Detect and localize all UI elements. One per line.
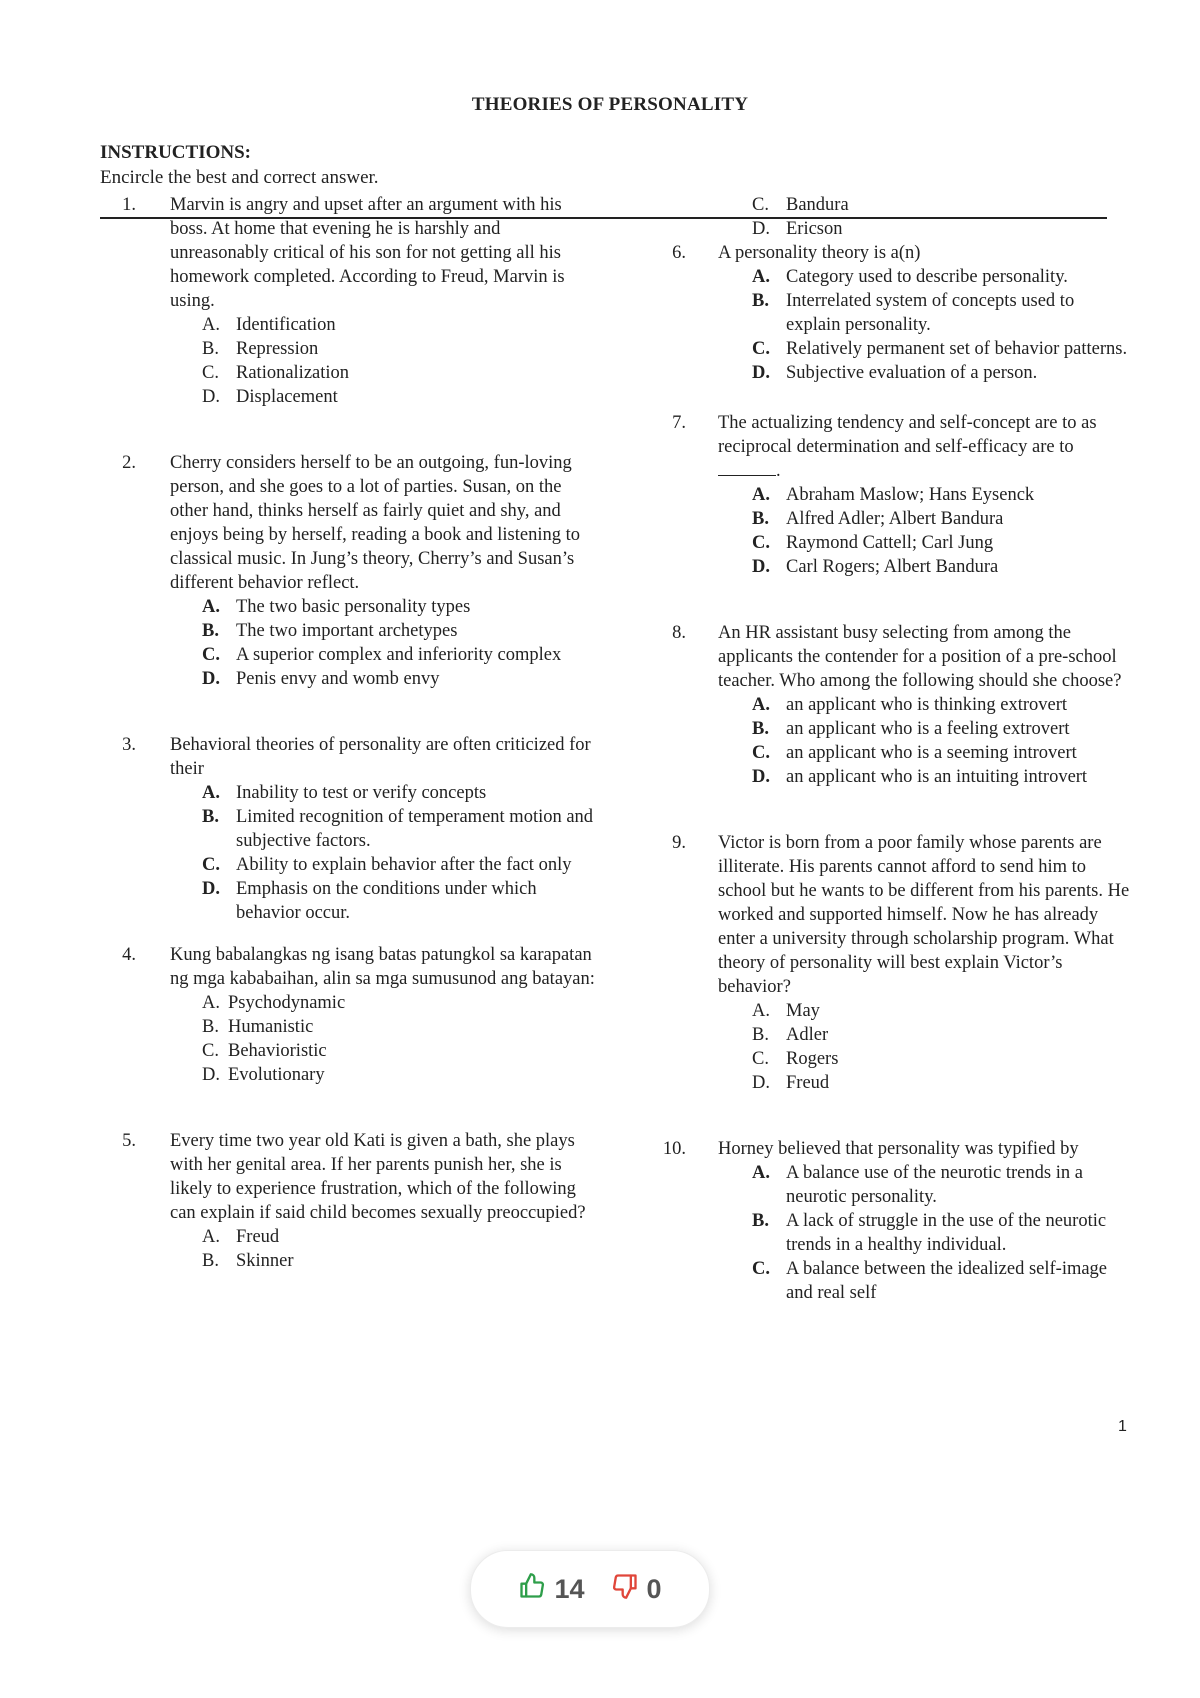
option-letter: B. [202, 807, 219, 827]
downvote-button[interactable] [611, 1572, 662, 1607]
question-text: Victor is born from a poor family whose parents are illiterate. His parents cannot afford to send him to school but he wants to be different from his parents. He worked and supported himself. Now he has already enter a university through scholarship program. What theory of personality will best explain Victor’s behavior? [718, 833, 1130, 997]
option-letter: A. [752, 267, 770, 287]
option-a[interactable] [202, 595, 600, 619]
option-letter: A. [202, 783, 220, 803]
option-text: Category used to describe personality. [786, 267, 1068, 287]
question-number: 3. [122, 735, 136, 755]
option-text: Displacement [236, 387, 338, 407]
option-letter: C. [202, 855, 220, 875]
option-text: A balance use of the neurotic trends in a neurotic personality. [786, 1163, 1083, 1207]
question-text-part: The actualizing tendency and self-concept are to as reciprocal determination and self-efficacy are to [718, 413, 1097, 457]
option-d[interactable] [202, 1063, 600, 1087]
downvote-count: 0 [646, 1573, 662, 1604]
option-a[interactable] [752, 693, 1130, 717]
option-b[interactable] [202, 1249, 600, 1273]
option-text: an applicant who is thinking extrovert [786, 695, 1068, 715]
question-number: 4. [122, 945, 136, 965]
option-letter: B. [202, 1017, 219, 1037]
option-letter: D. [202, 387, 220, 407]
option-a[interactable] [202, 313, 600, 337]
option-letter: D. [752, 219, 770, 239]
question-number: 5. [122, 1131, 136, 1151]
options-list [202, 991, 600, 1087]
option-letter: D. [202, 1065, 220, 1085]
option-text: May [786, 1001, 820, 1021]
question-number: 10. [662, 1139, 686, 1159]
option-letter: B. [202, 1251, 219, 1271]
option-letter: B. [202, 339, 219, 359]
option-b[interactable] [752, 507, 1130, 531]
option-a[interactable] [752, 999, 1130, 1023]
question-2 [100, 451, 600, 691]
option-c[interactable] [752, 741, 1130, 765]
option-letter: B. [202, 621, 219, 641]
option-b[interactable] [752, 717, 1130, 741]
options-list [202, 595, 600, 691]
option-b[interactable] [202, 805, 600, 853]
vote-widget [470, 1550, 710, 1628]
page-title: THEORIES OF PERSONALITY [471, 94, 749, 115]
option-b[interactable] [202, 619, 600, 643]
option-letter: A. [202, 315, 220, 335]
option-text: Repression [236, 339, 319, 359]
option-d[interactable] [202, 877, 600, 925]
question-number: 1. [122, 195, 136, 215]
option-text: The two important archetypes [236, 621, 458, 641]
question-3 [100, 733, 600, 925]
option-c[interactable] [202, 361, 600, 385]
option-letter: C. [202, 645, 220, 665]
right-column [650, 193, 1130, 1305]
option-d[interactable] [202, 385, 600, 409]
option-text: Subjective evaluation of a person. [786, 363, 1038, 383]
option-letter: C. [202, 1041, 219, 1061]
option-b[interactable] [202, 1015, 600, 1039]
option-letter: C. [752, 195, 769, 215]
option-text: Limited recognition of temperament motion and subjective factors. [236, 807, 594, 851]
option-text: Behavioristic [228, 1041, 327, 1061]
question-text: A personality theory is a(n) [718, 243, 921, 263]
option-text: Penis envy and womb envy [236, 669, 440, 689]
question-8 [650, 621, 1130, 789]
option-text: Alfred Adler; Albert Bandura [786, 509, 1004, 529]
options-list [752, 265, 1130, 385]
options-list [202, 1225, 600, 1273]
option-letter: C. [202, 363, 219, 383]
option-text: an applicant who is an intuiting introvert [786, 767, 1088, 787]
question-text: An HR assistant busy selecting from among the applicants the contender for a position of a pre-school teacher. Who among the following should she choose? [718, 623, 1122, 691]
option-text: Rogers [786, 1049, 839, 1069]
option-letter: A. [752, 485, 770, 505]
question-number: 8. [672, 623, 686, 643]
option-c[interactable] [752, 337, 1130, 361]
question-number: 9. [672, 833, 686, 853]
option-b[interactable] [752, 1023, 1130, 1047]
option-text: Carl Rogers; Albert Bandura [786, 557, 999, 577]
option-a[interactable] [752, 483, 1130, 507]
question-number: 6. [672, 243, 686, 263]
options-list [202, 313, 600, 409]
question-5 [100, 1129, 600, 1273]
option-text: Relatively permanent set of behavior patterns. [786, 339, 1128, 359]
option-text: Humanistic [228, 1017, 314, 1037]
options-list [202, 781, 600, 925]
option-text: A balance between the idealized self-image and real self [786, 1259, 1108, 1303]
option-letter: D. [202, 879, 220, 899]
question-6 [650, 241, 1130, 385]
question-text-end: . [776, 461, 781, 481]
question-number: 7. [672, 413, 686, 433]
option-letter: C. [752, 339, 770, 359]
option-d[interactable] [752, 1071, 1130, 1095]
option-text: Abraham Maslow; Hans Eysenck [786, 485, 1035, 505]
option-letter: A. [202, 993, 220, 1013]
question-number: 2. [122, 453, 136, 473]
option-letter: B. [752, 1211, 769, 1231]
option-text: Raymond Cattell; Carl Jung [786, 533, 994, 553]
option-b[interactable] [752, 289, 1130, 337]
option-letter: D. [752, 557, 770, 577]
option-a[interactable] [202, 1225, 600, 1249]
option-text: A superior complex and inferiority complex [236, 645, 562, 665]
option-text: Evolutionary [228, 1065, 325, 1085]
continued-options [752, 193, 1130, 241]
question-9 [650, 831, 1130, 1095]
option-d[interactable] [752, 765, 1130, 789]
option-text: Psychodynamic [228, 993, 346, 1013]
option-text: Freud [236, 1227, 280, 1247]
question-text: Every time two year old Kati is given a bath, she plays with her genital area. If her parents punish her, she is likely to experience frustration, which of the following can explain if said child becomes sexually preoccupied? [170, 1131, 586, 1223]
upvote-button[interactable] [518, 1572, 584, 1607]
option-text: Freud [786, 1073, 830, 1093]
option-text: Identification [236, 315, 336, 335]
option-b[interactable] [202, 337, 600, 361]
option-text: Skinner [236, 1251, 294, 1271]
option-letter: B. [752, 509, 769, 529]
option-b[interactable] [752, 1209, 1130, 1257]
page-number: 1 [1118, 1418, 1127, 1435]
option-d[interactable] [752, 361, 1130, 385]
option-d[interactable] [752, 217, 1130, 241]
question-text: Kung babalangkas ng isang batas patungkol sa karapatan ng mga kababaihan, alin sa mga sumusunod ang batayan: [170, 945, 595, 989]
option-a[interactable] [202, 991, 600, 1015]
option-letter: D. [752, 1073, 770, 1093]
option-text: Rationalization [236, 363, 350, 383]
question-4 [100, 943, 600, 1087]
thumbs-down-icon [611, 1572, 639, 1607]
option-text: The two basic personality types [236, 597, 471, 617]
left-column [100, 193, 600, 1273]
option-c[interactable] [752, 193, 1130, 217]
options-list [752, 999, 1130, 1095]
option-c[interactable] [202, 1039, 600, 1063]
question-text: Marvin is angry and upset after an argument with his boss. At home that evening he is harshly and unreasonably critical of his son for not getting all his homework completed. According to Freud, Marvin is using. [170, 195, 565, 311]
option-letter: D. [202, 669, 220, 689]
option-c[interactable] [752, 531, 1130, 555]
question-text: Horney believed that personality was typified by [718, 1139, 1079, 1159]
question-7 [650, 411, 1130, 579]
option-text: Emphasis on the conditions under which behavior occur. [236, 879, 537, 923]
option-text: A lack of struggle in the use of the neurotic trends in a healthy individual. [786, 1211, 1107, 1255]
option-text: an applicant who is a feeling extrovert [786, 719, 1070, 739]
option-c[interactable] [752, 1257, 1130, 1305]
option-letter: A. [752, 695, 770, 715]
option-text: Ericson [786, 219, 843, 239]
instructions-text: Encircle the best and correct answer. [100, 167, 379, 188]
question-text [718, 411, 1130, 483]
option-a[interactable] [202, 781, 600, 805]
option-letter: A. [202, 597, 220, 617]
option-letter: C. [752, 533, 770, 553]
option-letter: B. [752, 1025, 769, 1045]
option-letter: B. [752, 719, 769, 739]
option-letter: B. [752, 291, 769, 311]
option-letter: D. [752, 767, 770, 787]
option-text: Inability to test or verify concepts [236, 783, 487, 803]
question-1 [100, 193, 600, 409]
options-list [752, 483, 1130, 579]
instructions-heading: INSTRUCTIONS: [100, 142, 251, 163]
option-letter: A. [202, 1227, 220, 1247]
option-a[interactable] [752, 265, 1130, 289]
option-letter: D. [752, 363, 770, 383]
option-letter: C. [752, 1259, 770, 1279]
options-list [752, 1161, 1130, 1305]
option-text: Adler [786, 1025, 829, 1045]
option-d[interactable] [752, 555, 1130, 579]
options-list [752, 693, 1130, 789]
option-text: an applicant who is a seeming introvert [786, 743, 1077, 763]
option-text: Bandura [786, 195, 849, 215]
option-c[interactable] [202, 853, 600, 877]
option-letter: C. [752, 743, 770, 763]
option-c[interactable] [202, 643, 600, 667]
option-a[interactable] [752, 1161, 1130, 1209]
option-c[interactable] [752, 1047, 1130, 1071]
question-text: Behavioral theories of personality are often criticized for their [170, 735, 591, 779]
option-d[interactable] [202, 667, 600, 691]
upvote-count: 14 [554, 1573, 585, 1604]
answer-blank[interactable] [718, 459, 776, 476]
question-text: Cherry considers herself to be an outgoing, fun-loving person, and she goes to a lot of parties. Susan, on the other hand, thinks herself as fairly quiet and shy, and enjoys being by herself, reading a book and listening to classical music. In Jung’s theory, Cherry’s and Susan’s different behavior reflect. [170, 453, 580, 593]
option-text: Ability to explain behavior after the fact only [236, 855, 572, 875]
question-10 [650, 1137, 1130, 1305]
option-letter: A. [752, 1001, 770, 1021]
thumbs-up-icon [518, 1572, 546, 1607]
option-letter: A. [752, 1163, 770, 1183]
option-letter: C. [752, 1049, 769, 1069]
option-text: Interrelated system of concepts used to explain personality. [786, 291, 1075, 335]
